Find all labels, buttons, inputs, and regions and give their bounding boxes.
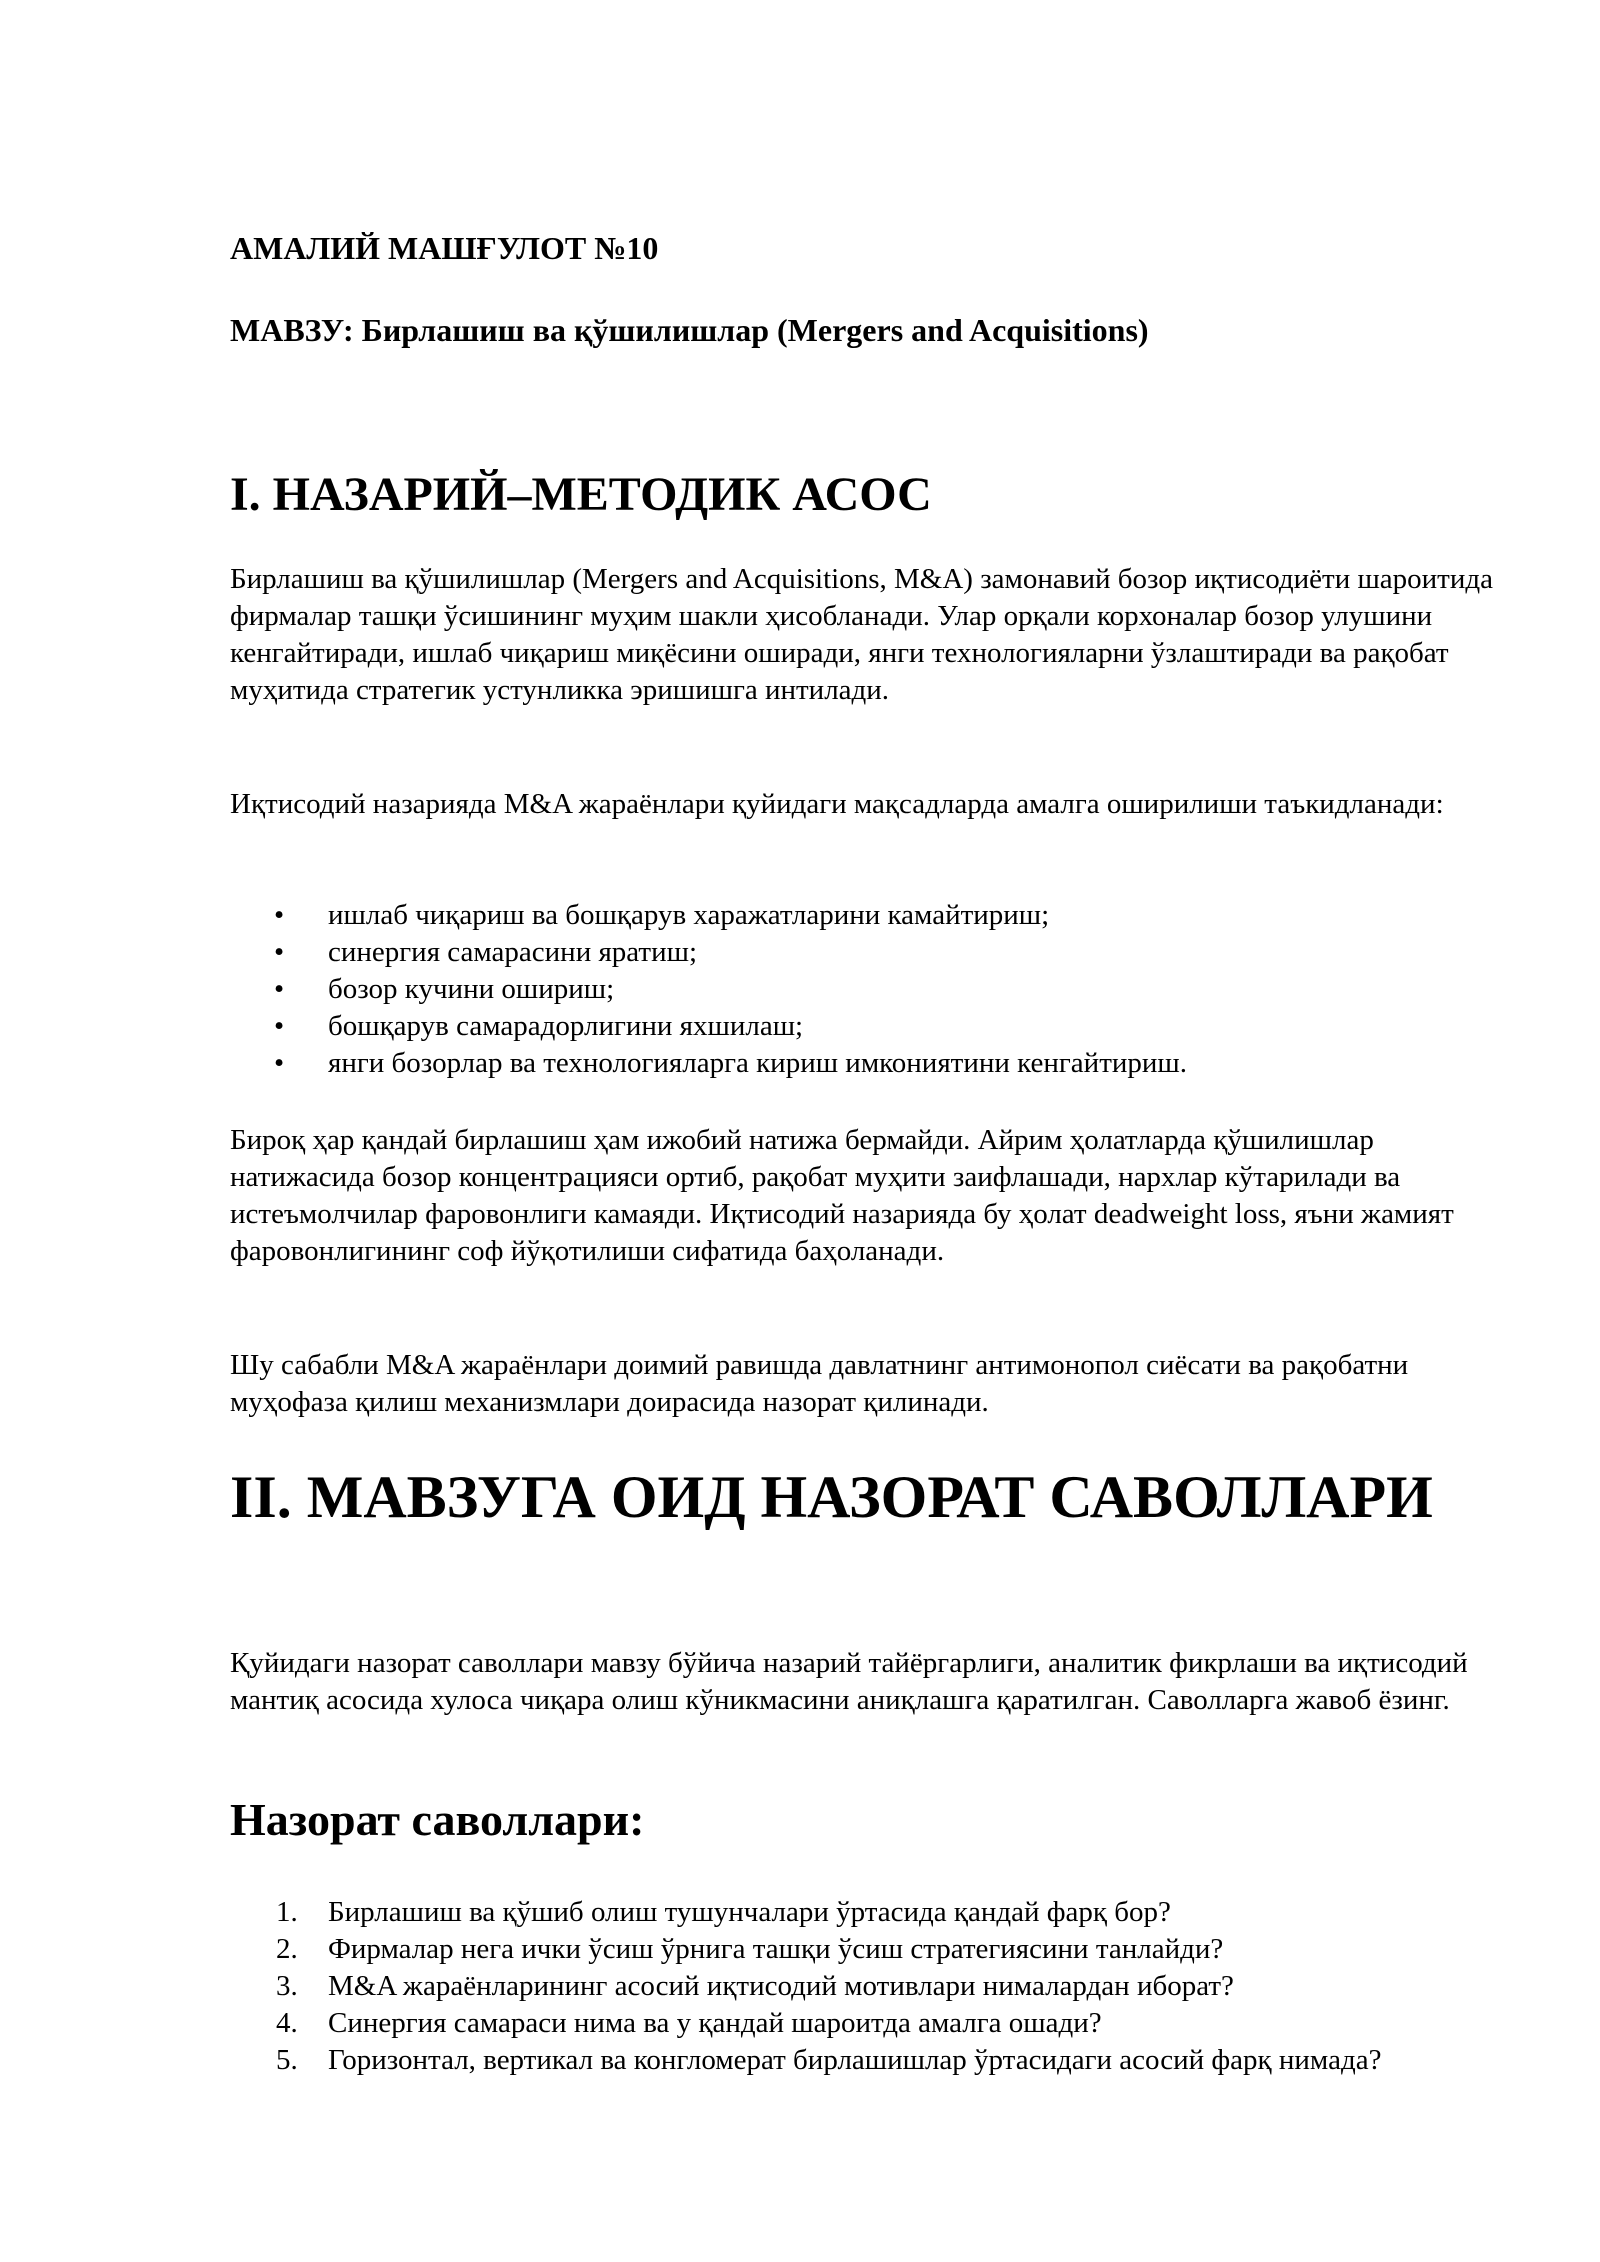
list-item: [230, 1045, 1530, 1082]
question-number: 1.: [276, 1896, 298, 1928]
bullet-mark: •: [274, 1047, 285, 1079]
list-item-text: янги бозорлар ва технологияларга кириш имкониятини кенгайтириш.: [328, 1047, 1187, 1079]
question-item: [230, 2005, 1530, 2042]
question-text: Горизонтал, вертикал ва конгломерат бирлашишлар ўртасидаги асосий фарқ нимада?: [328, 2044, 1382, 2076]
question-number: 4.: [276, 2007, 298, 2039]
section-2-heading: II. МАВЗУГА ОИД НАЗОРАТ САВОЛЛАРИ: [230, 1464, 1433, 1530]
bullet-mark: •: [274, 1010, 285, 1042]
bullet-mark: •: [274, 899, 285, 931]
question-item: [230, 1968, 1530, 2005]
list-item-text: бозор кучини ошириш;: [328, 973, 615, 1005]
list-item: [230, 897, 1530, 934]
list-item-text: ишлаб чиқариш ва бошқарув харажатларини камайтириш;: [328, 899, 1050, 931]
section-1-paragraph-3: Бироқ ҳар қандай бирлашиш ҳам ижобий натижа бермайди. Айрим ҳолатларда қўшилишлар натижасида бозор концентрацияси ортиб, рақобат муҳити заифлашади, нархлар кўтарилади ва истеъмолчилар фаровонлиги камаяди. Иқтисодий назарияда бу ҳолат deadweight loss, яъни жамият фаровонлигининг соф йўқотилиши сифатида баҳоланади.: [230, 1124, 1454, 1267]
section-1-paragraph-1: Бирлашиш ва қўшилишлар (Mergers and Acquisitions, M&A) замонавий бозор иқтисодиёти шароитида фирмалар ташқи ўсишининг муҳим шакли ҳисобланади. Улар орқали корхоналар бозор улушини кенгайтиради, ишлаб чиқариш миқёсини оширади, янги технологияларни ўзлаштиради ва рақобат муҳитида стратегик устунликка эришишга интилади.: [230, 563, 1494, 706]
question-number: 2.: [276, 1933, 298, 1965]
bullet-mark: •: [274, 973, 285, 1005]
question-text: Синергия самараси нима ва у қандай шароитда амалга ошади?: [328, 2007, 1102, 2039]
list-item-text: синергия самарасини яратиш;: [328, 936, 697, 968]
question-item: [230, 1894, 1530, 1931]
list-item: [230, 1008, 1530, 1045]
question-text: Фирмалар нега ички ўсиш ўрнига ташқи ўсиш стратегиясини танлайди?: [328, 1933, 1224, 1965]
section-1-heading: I. НАЗАРИЙ–МЕТОДИК АСОС: [230, 468, 932, 521]
question-text: Бирлашиш ва қўшиб олиш тушунчалари ўртасида қандай фарқ бор?: [328, 1896, 1171, 1928]
questions-list: [230, 1894, 1530, 2079]
lesson-title: АМАЛИЙ МАШҒУЛОТ №10: [230, 230, 659, 266]
section-2-paragraph-1: Қуйидаги назорат саволлари мавзу бўйича назарий тайёргарлиги, аналитик фикрлаши ва иқтисодий мантиқ асосида хулоса чиқара олиш кўникмасини аниқлашга қаратилган. Саволларга жавоб ёзинг.: [230, 1647, 1468, 1716]
list-item-text: бошқарув самарадорлигини яхшилаш;: [328, 1010, 804, 1042]
question-item: [230, 2042, 1530, 2079]
goals-bullet-list: [230, 897, 1530, 1082]
question-number: 5.: [276, 2044, 298, 2076]
section-1-paragraph-2: Иқтисодий назарияда M&A жараёнлари қуйидаги мақсадларда амалга оширилиши таъкидланади:: [230, 788, 1444, 820]
question-item: [230, 1931, 1530, 1968]
list-item: [230, 934, 1530, 971]
bullet-mark: •: [274, 936, 285, 968]
question-number: 3.: [276, 1970, 298, 2002]
list-item: [230, 971, 1530, 1008]
section-1-paragraph-4: Шу сабабли M&A жараёнлари доимий равишда давлатнинг антимонопол сиёсати ва рақобатни муҳофаза қилиш механизмлари доирасида назорат қилинади.: [230, 1349, 1409, 1418]
topic-title: МАВЗУ: Бирлашиш ва қўшилишлар (Mergers and Acquisitions): [230, 312, 1149, 348]
questions-heading: Назорат саволлари:: [230, 1794, 645, 1845]
question-text: M&A жараёнларининг асосий иқтисодий мотивлари нималардан иборат?: [328, 1970, 1234, 2002]
